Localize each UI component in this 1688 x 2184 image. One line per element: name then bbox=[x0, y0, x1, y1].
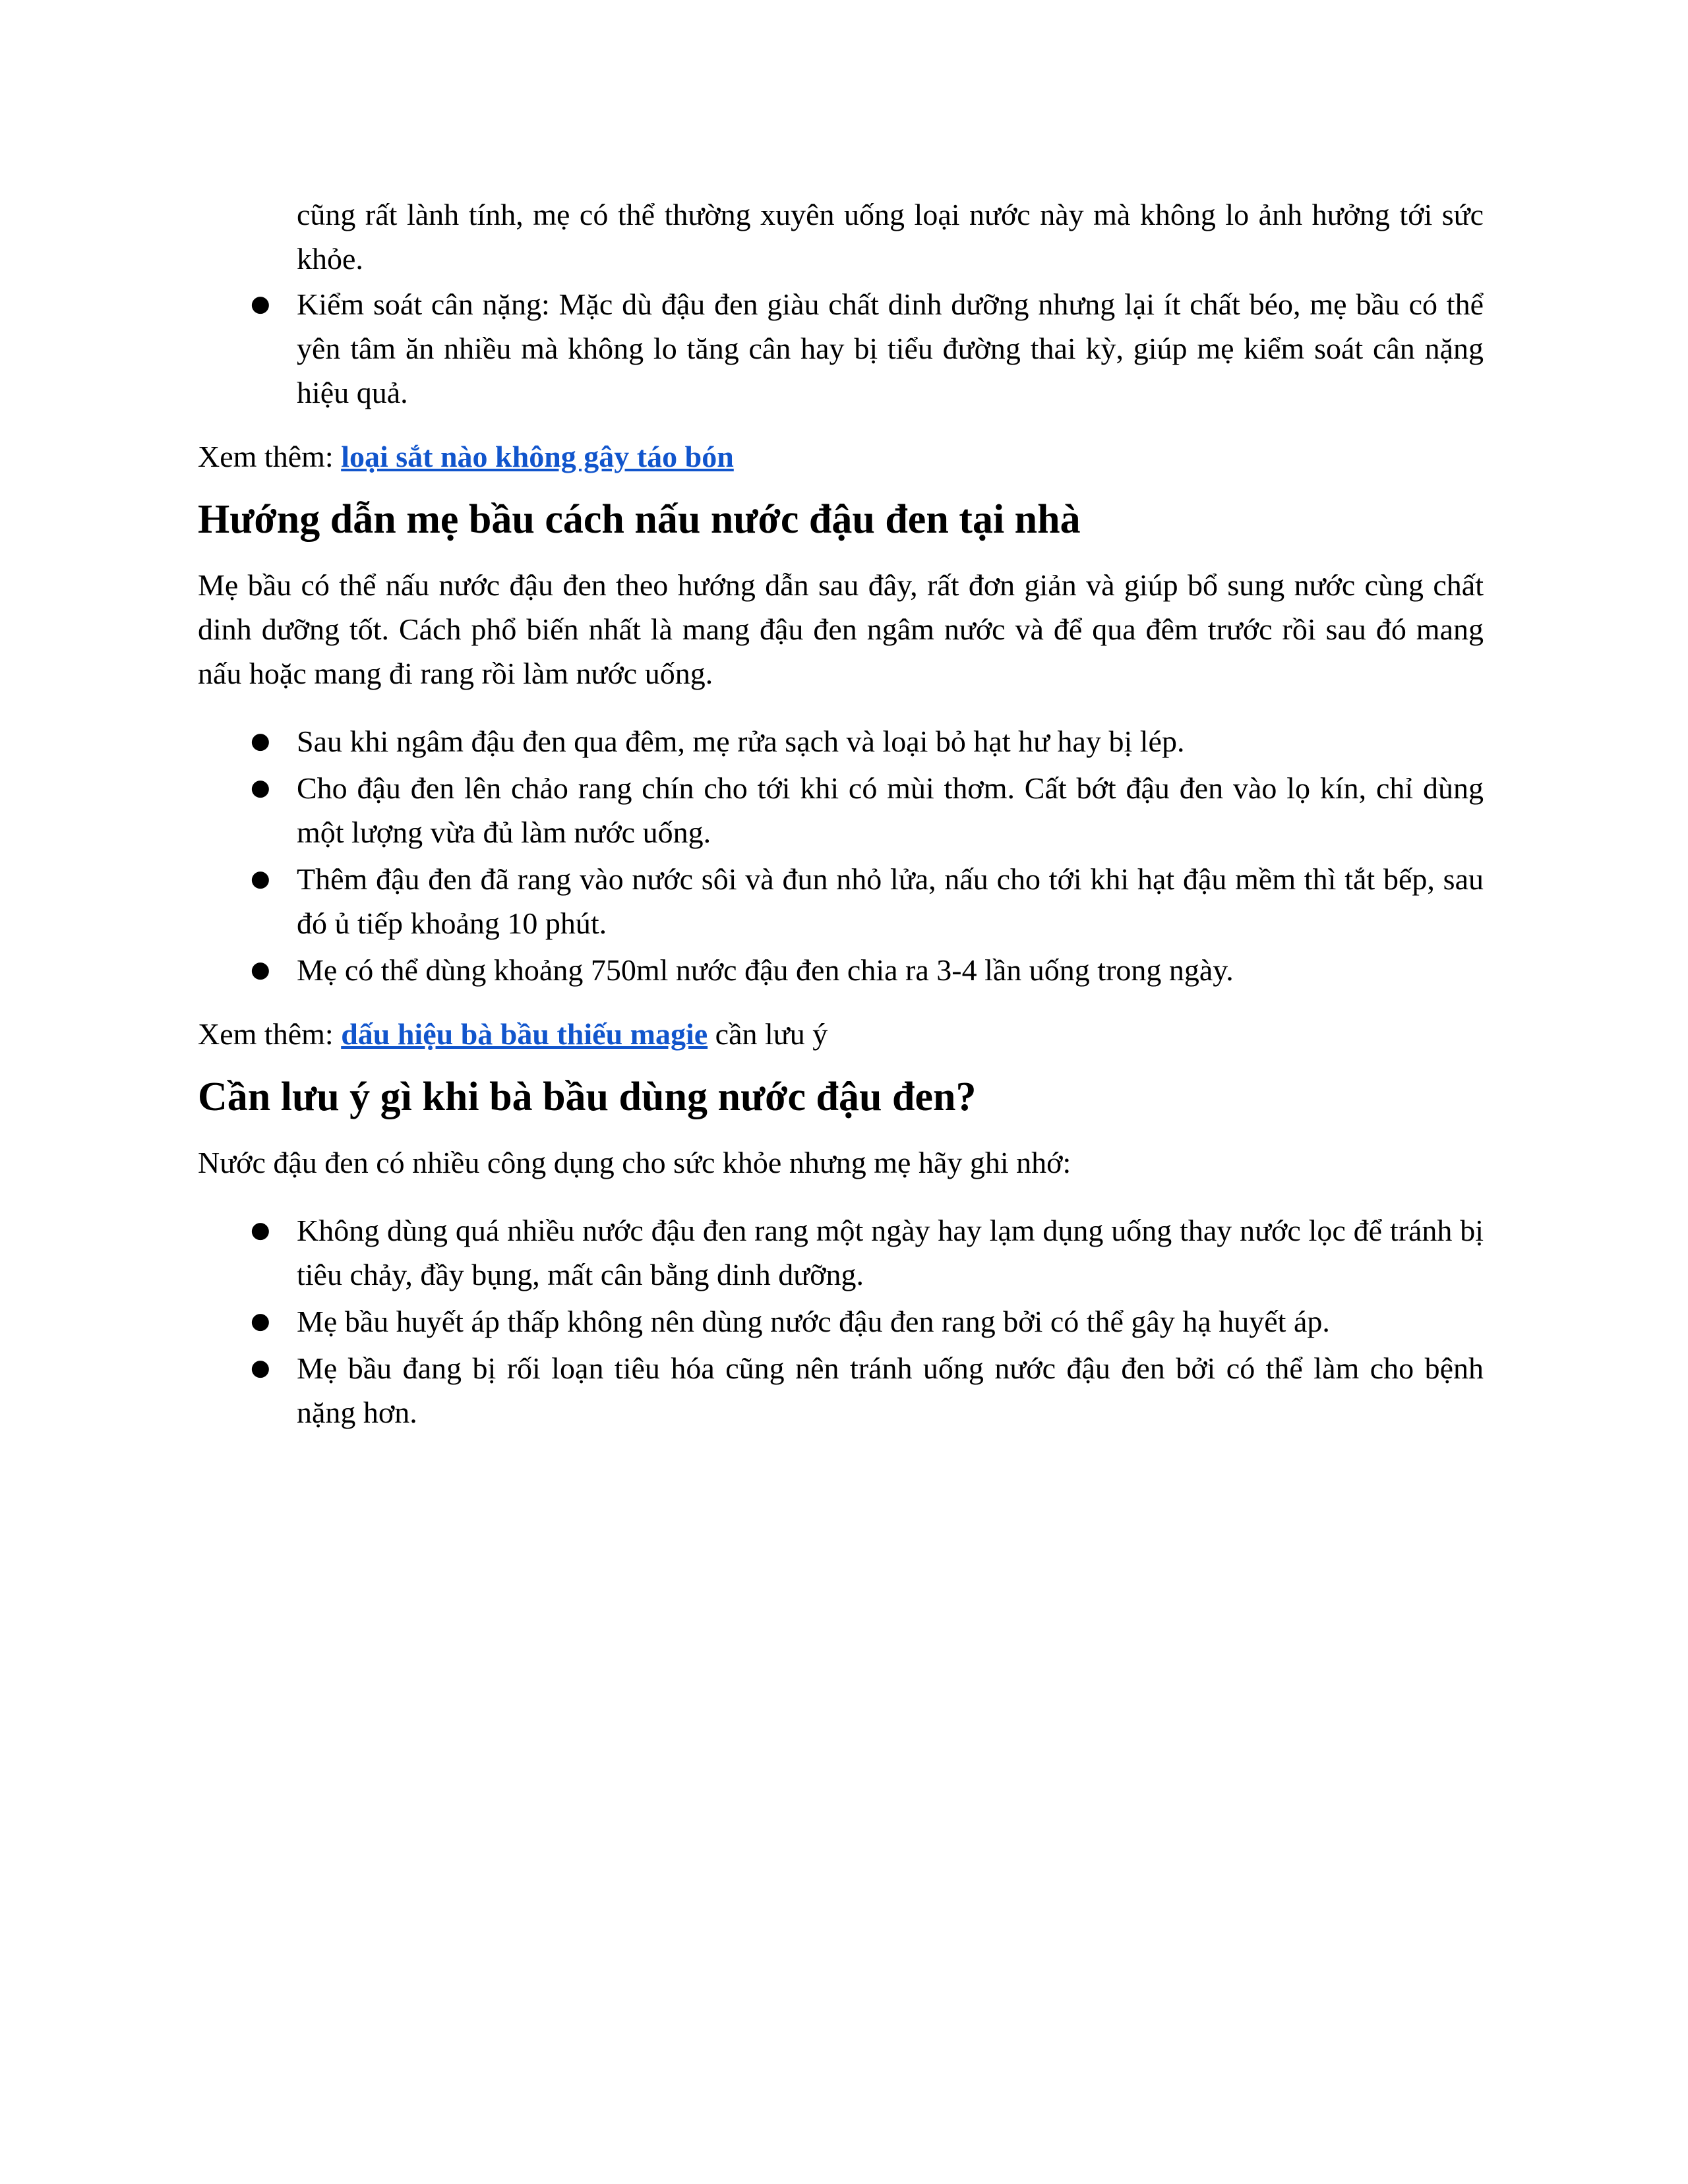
see-more-suffix: cần lưu ý bbox=[708, 1017, 828, 1051]
list-item bbox=[198, 1299, 1484, 1343]
see-more-line bbox=[198, 1012, 1484, 1056]
list-item bbox=[198, 282, 1484, 415]
see-more-link-magnesium[interactable]: dấu hiệu bà bầu thiếu magie bbox=[341, 1017, 708, 1051]
see-more-link-iron[interactable]: loại sắt nào không gây táo bón bbox=[341, 440, 734, 473]
bullet-icon: ● bbox=[251, 775, 270, 801]
intro-bullet-list bbox=[198, 282, 1484, 415]
list-item bbox=[198, 948, 1484, 992]
document-page bbox=[198, 192, 1484, 1434]
bullet-icon: ● bbox=[251, 728, 270, 754]
bullet-icon: ● bbox=[251, 1355, 270, 1381]
bullet-icon: ● bbox=[251, 957, 270, 983]
list-item-text: Thêm đậu đen đã rang vào nước sôi và đun nhỏ lửa, nấu cho tới khi hạt đậu mềm thì tắt bếp, sau đó ủ tiếp khoảng 10 phút. bbox=[297, 862, 1484, 940]
list-item bbox=[198, 857, 1484, 945]
list-item-text: Mẹ có thể dùng khoảng 750ml nước đậu đen chia ra 3-4 lần uống trong ngày. bbox=[297, 953, 1234, 987]
bullet-icon: ● bbox=[251, 1217, 270, 1243]
section-1-bullet-list bbox=[198, 719, 1484, 992]
bullet-icon: ● bbox=[251, 1308, 270, 1334]
list-item-text: Kiểm soát cân nặng: Mặc dù đậu đen giàu chất dinh dưỡng nhưng lại ít chất béo, mẹ bầu có thể yên tâm ăn nhiều mà không lo tăng cân hay bị tiểu đường thai kỳ, giúp mẹ kiểm soát cân nặng hiệu quả. bbox=[297, 287, 1484, 409]
section-2-bullet-list bbox=[198, 1208, 1484, 1434]
list-item-text: Không dùng quá nhiều nước đậu đen rang một ngày hay lạm dụng uống thay nước lọc để tránh bị tiêu chảy, đầy bụng, mất cân bằng dinh dưỡng. bbox=[297, 1214, 1484, 1291]
see-more-line bbox=[198, 434, 1484, 479]
section-heading: Cần lưu ý gì khi bà bầu dùng nước đậu đen? bbox=[198, 1075, 977, 1119]
bullet-icon: ● bbox=[251, 866, 270, 892]
bullet-icon: ● bbox=[251, 291, 270, 317]
list-item-text: Cho đậu đen lên chảo rang chín cho tới khi có mùi thơm. Cất bớt đậu đen vào lọ kín, chỉ dùng một lượng vừa đủ làm nước uống. bbox=[297, 771, 1484, 849]
see-more-prefix: Xem thêm: bbox=[198, 440, 342, 473]
list-item bbox=[198, 1208, 1484, 1297]
list-item-text: Mẹ bầu đang bị rối loạn tiêu hóa cũng nên tránh uống nước đậu đen bởi có thể làm cho bệnh nặng hơn. bbox=[297, 1351, 1484, 1429]
section-paragraph: Mẹ bầu có thể nấu nước đậu đen theo hướng dẫn sau đây, rất đơn giản và giúp bổ sung nước cùng chất dinh dưỡng tốt. Cách phổ biến nhất là mang đậu đen ngâm nước và để qua đêm trước rồi sau đó mang nấu hoặc mang đi rang rồi làm nước uống. bbox=[198, 568, 1484, 690]
intro-continuation: cũng rất lành tính, mẹ có thể thường xuyên uống loại nước này mà không lo ảnh hưởng tới sức khỏe. bbox=[297, 198, 1484, 276]
list-item bbox=[198, 719, 1484, 763]
list-item bbox=[198, 1346, 1484, 1434]
section-paragraph: Nước đậu đen có nhiều công dụng cho sức khỏe nhưng mẹ hãy ghi nhớ: bbox=[198, 1146, 1071, 1179]
section-heading: Hướng dẫn mẹ bầu cách nấu nước đậu đen tại nhà bbox=[198, 497, 1081, 542]
list-item bbox=[198, 766, 1484, 854]
see-more-prefix: Xem thêm: bbox=[198, 1017, 342, 1051]
list-item-text: Mẹ bầu huyết áp thấp không nên dùng nước đậu đen rang bởi có thể gây hạ huyết áp. bbox=[297, 1305, 1330, 1338]
list-item-text: Sau khi ngâm đậu đen qua đêm, mẹ rửa sạch và loại bỏ hạt hư hay bị lép. bbox=[297, 724, 1185, 758]
